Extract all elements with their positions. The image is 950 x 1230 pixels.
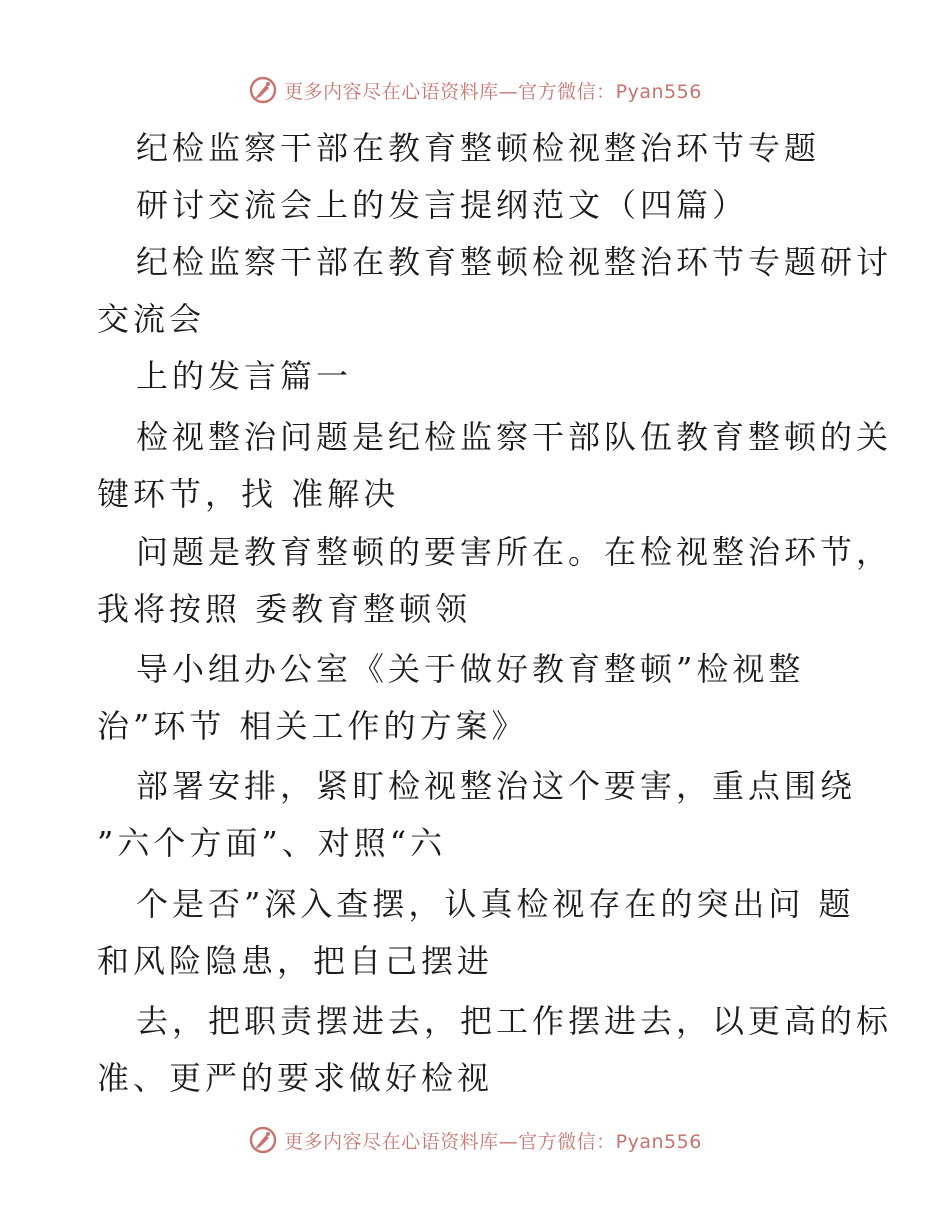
pen-nib-circle-icon	[248, 75, 278, 105]
text-line: 去，把职责摆进去，把工作摆进去，以更高的标	[136, 1002, 893, 1040]
text-line: 治”环节 相关工作的方案》	[97, 707, 528, 745]
watermark-text: 更多内容尽在心语资料库—官方微信：Pyan556	[284, 80, 702, 103]
text-line: 我将按照 委教育整顿领	[97, 590, 472, 628]
pen-nib-circle-icon	[248, 1125, 278, 1155]
text-line: ”六个方面”、对照“六	[97, 824, 447, 862]
text-line: 导小组办公室《关于做好教育整顿”检视整	[136, 650, 805, 688]
text-line: 上的发言篇一	[136, 357, 353, 395]
footer-watermark	[0, 1120, 950, 1160]
text-line: 检视整治问题是纪检监察干部队伍教育整顿的关	[136, 418, 893, 456]
text-line: 交流会	[97, 300, 206, 338]
watermark-text: 更多内容尽在心语资料库—官方微信：Pyan556	[284, 1130, 702, 1153]
text-line: 键环节，找 准解决	[97, 475, 400, 513]
text-line: 部署安排，紧盯检视整治这个要害，重点围绕	[136, 767, 857, 805]
title-line-1: 纪检监察干部在教育整顿检视整治环节专题	[136, 129, 821, 167]
text-line: 纪检监察干部在教育整顿检视整治环节专题研讨	[136, 243, 893, 281]
title-line-2: 研讨交流会上的发言提纲范文（四篇）	[136, 186, 749, 224]
text-line: 问题是教育整顿的要害所在。在检视整治环节，	[136, 533, 893, 571]
text-line: 准、更严的要求做好检视	[97, 1059, 494, 1097]
header-watermark	[0, 70, 950, 110]
text-line: 和风险隐患，把自己摆进	[97, 942, 494, 980]
text-line: 个是否”深入查摆，认真检视存在的突出问 题	[136, 885, 855, 923]
